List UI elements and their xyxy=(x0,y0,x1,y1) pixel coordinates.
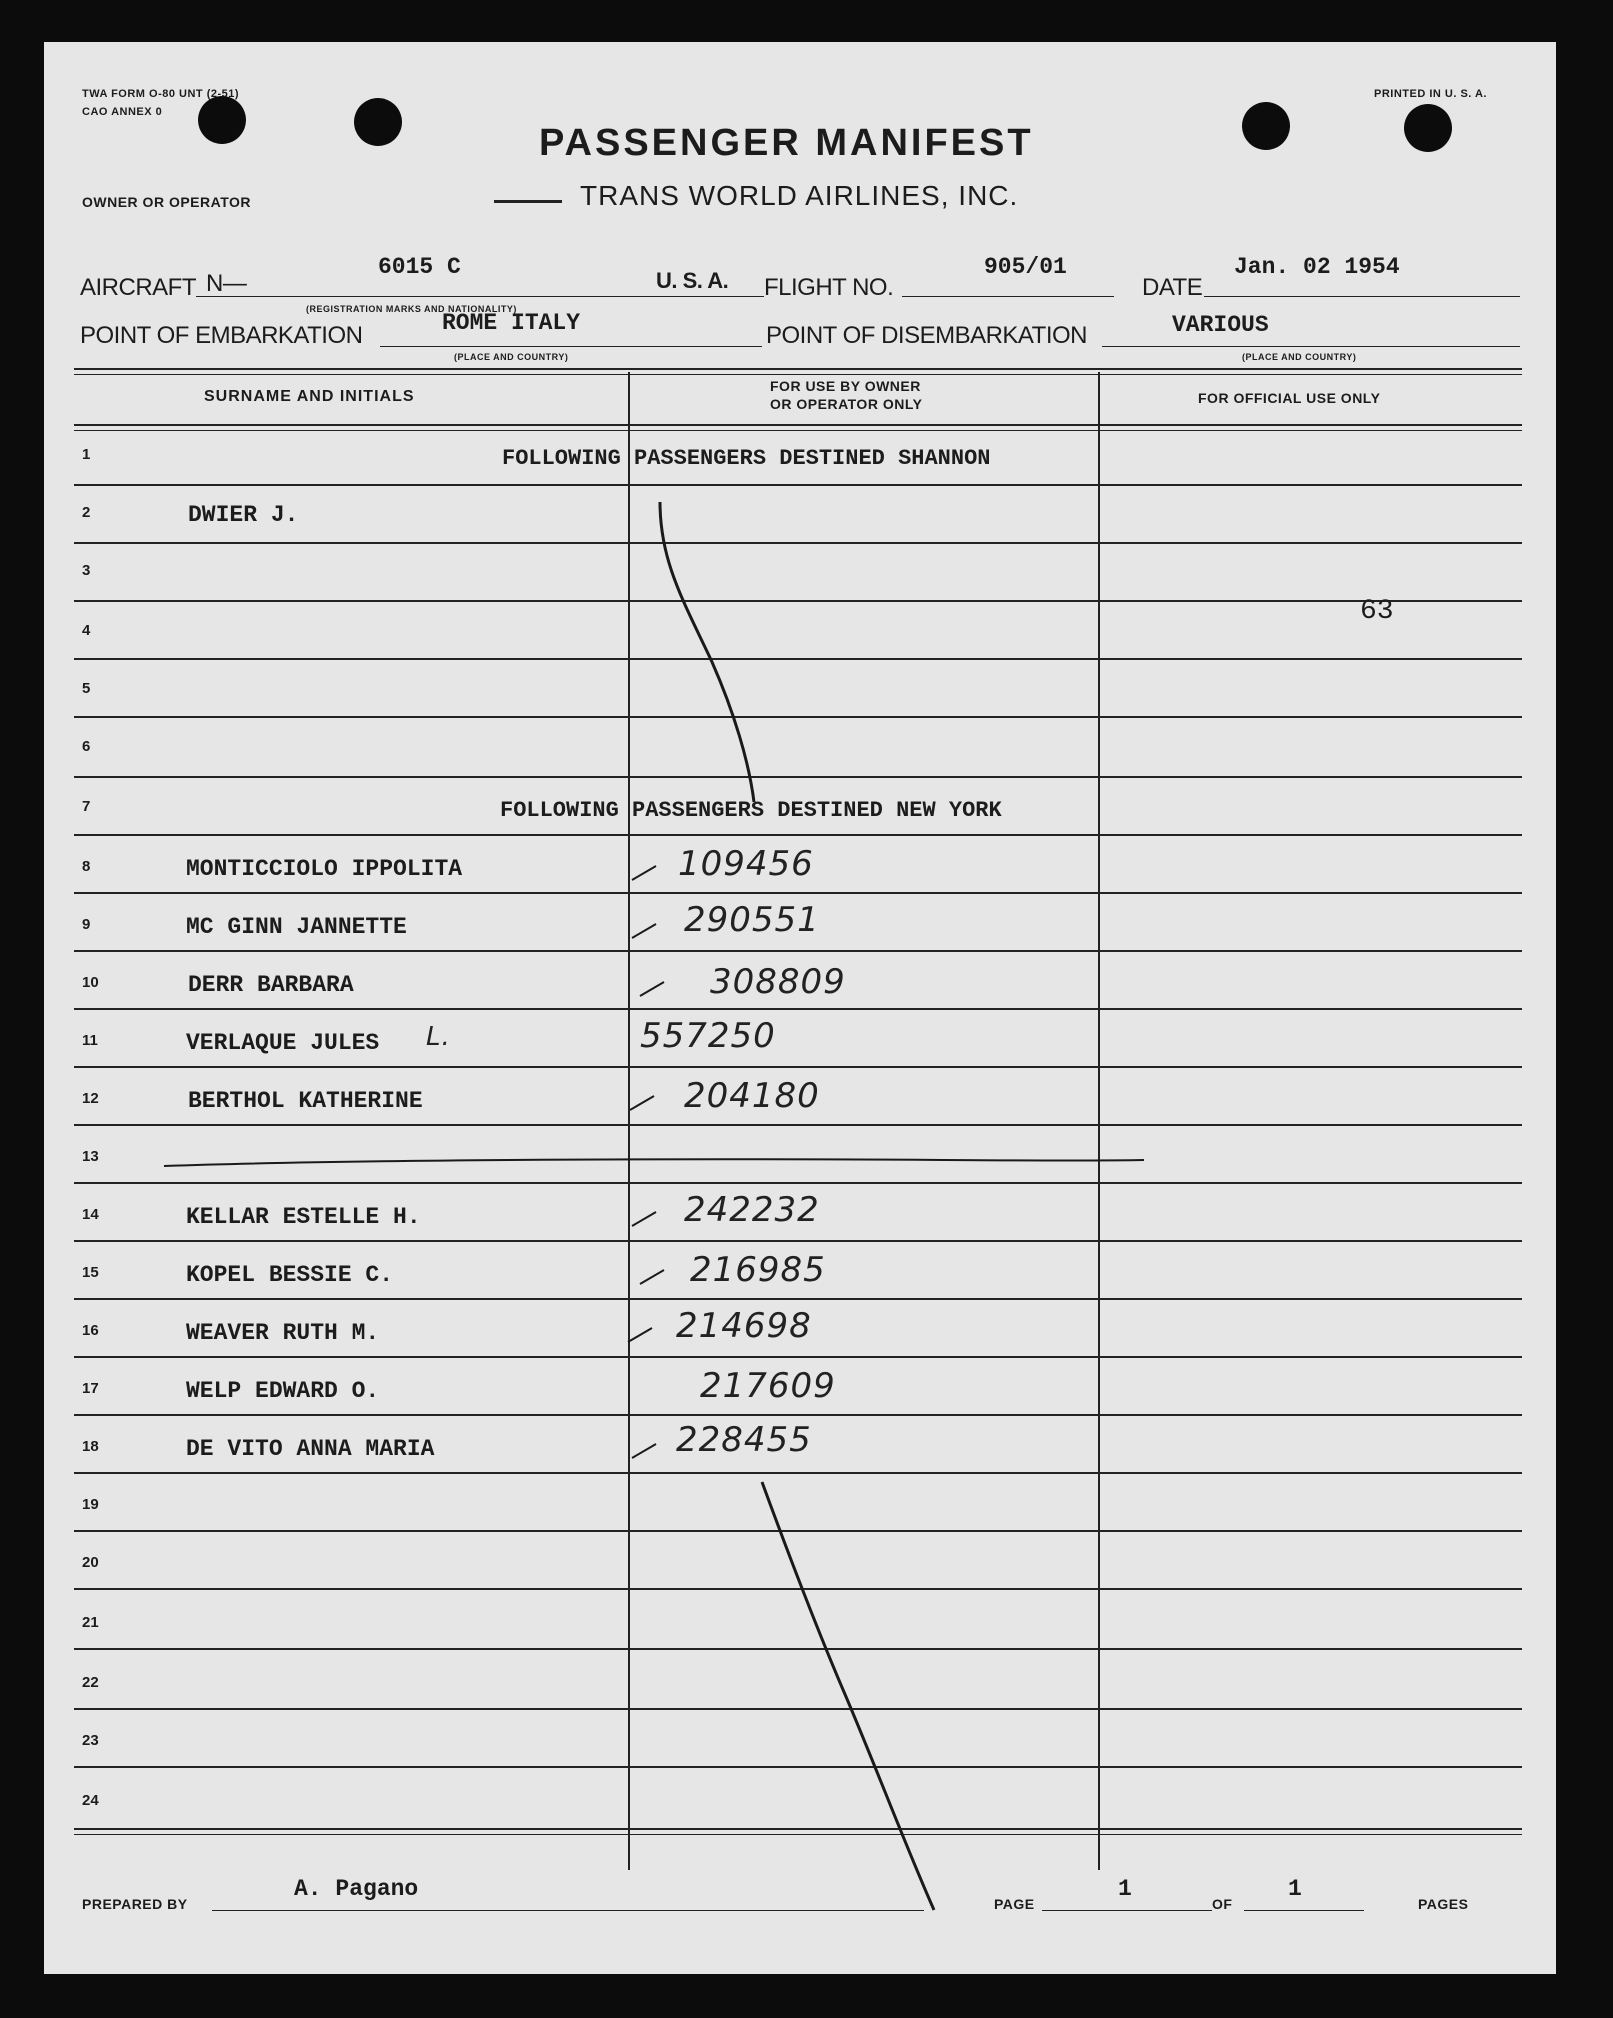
owner-label: OWNER OR OPERATOR xyxy=(82,194,251,210)
ticket-number: 557250 xyxy=(640,1016,776,1056)
table-bottom-rule-1 xyxy=(74,1828,1522,1830)
page-label: PAGE xyxy=(994,1896,1035,1912)
col-divider-2 xyxy=(1098,372,1100,1870)
row-rule xyxy=(74,1530,1522,1532)
row-rule xyxy=(74,1766,1522,1768)
printed-in: PRINTED IN U. S. A. xyxy=(1374,88,1487,100)
row-rule xyxy=(74,716,1522,718)
row-number: 15 xyxy=(82,1264,99,1281)
total-line xyxy=(1244,1910,1364,1911)
date-line xyxy=(1204,296,1520,297)
page-number: 1 xyxy=(1118,1876,1132,1902)
owner-dash xyxy=(494,200,562,203)
row-rule xyxy=(74,1414,1522,1416)
row-number: 14 xyxy=(82,1206,99,1223)
row-rule xyxy=(74,542,1522,544)
row-rule xyxy=(74,1182,1522,1184)
prepared-label: PREPARED BY xyxy=(82,1896,188,1912)
row-number: 2 xyxy=(82,504,91,521)
row-number: 23 xyxy=(82,1732,99,1749)
passenger-name: MONTICCIOLO IPPOLITA xyxy=(186,856,463,882)
embark-label: POINT OF EMBARKATION xyxy=(80,322,363,349)
row-number: 18 xyxy=(82,1438,99,1455)
row-number: 17 xyxy=(82,1380,99,1397)
row-number: 1 xyxy=(82,446,91,463)
header-bottom-rule-2 xyxy=(74,430,1522,431)
page-total: 1 xyxy=(1288,1876,1302,1902)
disembark-label: POINT OF DISEMBARKATION xyxy=(766,322,1087,349)
row-rule xyxy=(74,1124,1522,1126)
row-number: 19 xyxy=(82,1496,99,1513)
flight-line xyxy=(902,296,1114,297)
official-mark: 63 xyxy=(1360,596,1394,627)
embark-place: ROME ITALY xyxy=(442,310,581,336)
passenger-name: MC GINN JANNETTE xyxy=(186,914,407,940)
table-top-rule-2 xyxy=(74,374,1522,375)
passenger-name: WEAVER RUTH M. xyxy=(186,1320,380,1346)
aircraft-prefix: N— xyxy=(206,270,247,297)
row-rule xyxy=(74,1648,1522,1650)
ticket-number: 290551 xyxy=(684,900,820,940)
col-header-owner-2: OR OPERATOR ONLY xyxy=(770,396,923,412)
row-rule xyxy=(74,1066,1522,1068)
passenger-name: KOPEL BESSIE C. xyxy=(186,1262,394,1288)
aircraft-line xyxy=(196,296,764,297)
ticket-number: 242232 xyxy=(684,1190,820,1230)
row-rule xyxy=(74,892,1522,894)
shannon-note: FOLLOWING PASSENGERS DESTINED SHANNON xyxy=(502,446,991,471)
row-rule xyxy=(74,1588,1522,1590)
prepared-by: A. Pagano xyxy=(294,1876,419,1902)
page-line xyxy=(1042,1910,1212,1911)
row-number: 4 xyxy=(82,622,91,639)
row-rule xyxy=(74,834,1522,836)
row-number: 3 xyxy=(82,562,91,579)
passenger-name: DWIER J. xyxy=(188,502,299,528)
prepared-line xyxy=(212,1910,924,1911)
row-rule xyxy=(74,1240,1522,1242)
date-label: DATE xyxy=(1142,274,1203,301)
col-header-owner-1: FOR USE BY OWNER xyxy=(770,378,921,394)
new-york-note: FOLLOWING PASSENGERS DESTINED NEW YORK xyxy=(500,798,1002,823)
flight-date: Jan. 02 1954 xyxy=(1234,254,1400,280)
page-title: PASSENGER MANIFEST xyxy=(539,122,1034,164)
row-rule xyxy=(74,1298,1522,1300)
table-bottom-rule-2 xyxy=(74,1834,1522,1835)
registration-caption: (REGISTRATION MARKS AND NATIONALITY) xyxy=(306,304,517,314)
disembark-line xyxy=(1102,346,1520,347)
ticket-number: 228455 xyxy=(676,1420,812,1460)
row-rule xyxy=(74,1008,1522,1010)
passenger-name: DERR BARBARA xyxy=(188,972,354,998)
form-code-line1: TWA FORM O-80 UNT (2-51) xyxy=(82,88,240,100)
row-number: 21 xyxy=(82,1614,99,1631)
of-label: OF xyxy=(1212,1896,1233,1912)
row-number: 22 xyxy=(82,1674,99,1691)
ticket-number: 109456 xyxy=(678,844,814,884)
aircraft-number: 6015 C xyxy=(378,254,461,280)
row-number: 7 xyxy=(82,798,91,815)
header-bottom-rule-1 xyxy=(74,424,1522,426)
punch-hole-3 xyxy=(1242,102,1290,150)
col-divider-1 xyxy=(628,372,630,1870)
row-number: 20 xyxy=(82,1554,99,1571)
row-rule xyxy=(74,600,1522,602)
pages-label: PAGES xyxy=(1418,1896,1469,1912)
row-rule xyxy=(74,950,1522,952)
ticket-number: 308809 xyxy=(710,962,846,1002)
row-rule xyxy=(74,1356,1522,1358)
ticket-number: 214698 xyxy=(676,1306,812,1346)
col-header-official: FOR OFFICIAL USE ONLY xyxy=(1198,390,1381,406)
manifest-sheet xyxy=(44,42,1556,1974)
flight-label: FLIGHT NO. xyxy=(764,274,894,301)
punch-hole-4 xyxy=(1404,104,1452,152)
ticket-number: 217609 xyxy=(700,1366,836,1406)
aircraft-nationality: U. S. A. xyxy=(656,268,729,293)
row-number: 8 xyxy=(82,858,91,875)
disembark-place: VARIOUS xyxy=(1172,312,1269,338)
row-rule xyxy=(74,776,1522,778)
aircraft-label: AIRCRAFT xyxy=(80,274,196,301)
passenger-name: KELLAR ESTELLE H. xyxy=(186,1204,421,1230)
verlaque-initial: L. xyxy=(426,1022,451,1052)
row-number: 10 xyxy=(82,974,99,991)
passenger-name: VERLAQUE JULES xyxy=(186,1030,380,1056)
row-rule xyxy=(74,1708,1522,1710)
embark-line xyxy=(380,346,762,347)
passenger-name: WELP EDWARD O. xyxy=(186,1378,380,1404)
row-number: 24 xyxy=(82,1792,99,1809)
operator-name: TRANS WORLD AIRLINES, INC. xyxy=(580,180,1019,211)
row-number: 9 xyxy=(82,916,91,933)
row-rule xyxy=(74,1472,1522,1474)
row-number: 16 xyxy=(82,1322,99,1339)
row-number: 5 xyxy=(82,680,91,697)
disembark-caption: (PLACE AND COUNTRY) xyxy=(1242,352,1357,362)
table-top-rule-1 xyxy=(74,368,1522,370)
row-number: 12 xyxy=(82,1090,99,1107)
ticket-number: 216985 xyxy=(690,1250,826,1290)
row-number: 13 xyxy=(82,1148,99,1165)
form-code-line2: CAO ANNEX 0 xyxy=(82,106,163,118)
punch-hole-1 xyxy=(198,96,246,144)
row-number: 11 xyxy=(82,1032,98,1049)
row-rule xyxy=(74,484,1522,486)
passenger-name: BERTHOL KATHERINE xyxy=(188,1088,423,1114)
punch-hole-2 xyxy=(354,98,402,146)
passenger-name: DE VITO ANNA MARIA xyxy=(186,1436,435,1462)
ticket-number: 204180 xyxy=(684,1076,820,1116)
col-header-surname: SURNAME AND INITIALS xyxy=(204,388,415,405)
row-number: 6 xyxy=(82,738,91,755)
embark-caption: (PLACE AND COUNTRY) xyxy=(454,352,569,362)
flight-number: 905/01 xyxy=(984,254,1067,280)
row-rule xyxy=(74,658,1522,660)
